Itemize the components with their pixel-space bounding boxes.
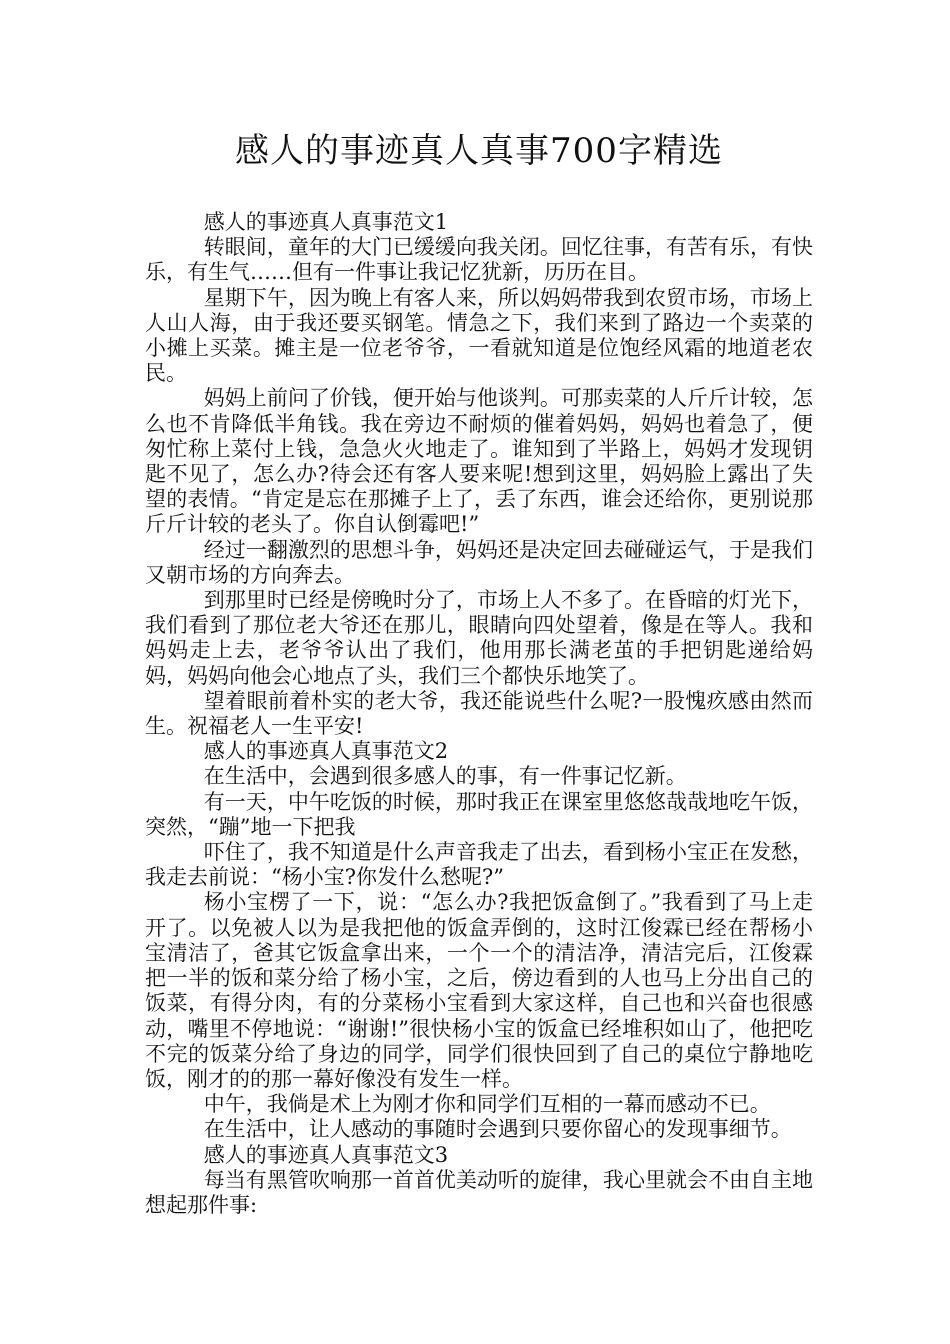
paragraph: 妈妈上前问了价钱，便开始与他谈判。可那卖菜的人斤斤计较，怎么也不肯降低半角钱。我在旁边不耐烦的催着妈妈，妈妈也着急了，便匆忙称上菜付上钱，急急火火地走了。谁知到了半路上，妈妈才发现钥匙不见了，怎么办?待会还有客人要来呢!想到这里，妈妈脸上露出了失望的表情。“肯定是忘在那摊子上了，丢了东西，谁会还给你，更别说那斤斤计较的老头了。你自认倒霉吧!”	[145, 386, 813, 537]
paragraph: 星期下午，因为晚上有客人来，所以妈妈带我到农贸市场，市场上人山人海，由于我还要买钢笔。情急之下，我们来到了路边一个卖菜的小摊上买菜。摊主是一位老爷爷，一看就知道是位饱经风霜的地道老农民。	[145, 285, 813, 386]
section-heading-1: 感人的事迹真人真事范文1	[203, 210, 449, 234]
paragraph: 有一天，中午吃饭的时候，那时我正在课室里悠悠哉哉地吃午饭，突然，“蹦”地一下把我	[145, 789, 813, 839]
paragraph: 到那里时已经是傍晚时分了，市场上人不多了。在昏暗的灯光下，我们看到了那位老大爷还在那儿，眼睛向四处望着，像是在等人。我和妈妈走上去，老爷爷认出了我们，他用那长满老茧的手把钥匙递给妈妈，妈妈向他会心地点了头，我们三个都快乐地笑了。	[145, 588, 813, 688]
paragraph: 在生活中，让人感动的事随时会遇到只要你留心的发现事细节。	[203, 1117, 792, 1142]
section-heading-3: 感人的事迹真人真事范文3	[203, 1142, 449, 1167]
document-page	[145, 128, 813, 1218]
document-body	[145, 210, 813, 1218]
paragraph: 望着眼前着朴实的老大爷，我还能说些什么呢?一股愧疚感由然而生。祝福老人一生平安!	[145, 688, 813, 739]
paragraph: 中午，我倘是术上为刚才你和同学们互相的一幕而感动不已。	[203, 1092, 771, 1117]
paragraph: 杨小宝楞了一下，说：“怎么办?我把饭盒倒了。”我看到了马上走开了。以免被人以为是我把他的饭盒弄倒的，这时江俊霖已经在帮杨小宝清洁了，爸其它饭盒拿出来，一个一个的清洁净，清洁完后，江俊霖把一半的饭和菜分给了杨小宝，之后，傍边看到的人也马上分出自己的饭菜，有得分肉，有的分菜杨小宝看到大家这样，自己也和兴奋也很感动，嘴里不停地说：“谢谢!”很快杨小宝的饭盒已经堆积如山了，他把吃不完的饭菜分给了身边的同学，同学们很快回到了自己的桌位宁静地吃饭，刚才的的那一幕好像没有发生一样。	[145, 890, 813, 1091]
section-heading-2: 感人的事迹真人真事范文2	[203, 739, 449, 764]
paragraph: 转眼间，童年的大门已缓缓向我关闭。回忆往事，有苦有乐，有快乐，有生气……但有一件事让我记忆犹新，历历在目。	[145, 235, 813, 285]
paragraph: 在生活中，会遇到很多感人的事，有一件事记忆新。	[203, 764, 687, 789]
paragraph: 每当有黑管吹响那一首首优美动听的旋律，我心里就会不由自主地想起那件事:	[145, 1167, 813, 1217]
paragraph: 吓住了，我不知道是什么声音我走了出去，看到杨小宝正在发愁，我走去前说：“杨小宝?你发什么愁呢?”	[145, 840, 813, 890]
paragraph: 经过一翻激烈的思想斗争，妈妈还是决定回去碰碰运气，于是我们又朝市场的方向奔去。	[145, 537, 813, 587]
document-title: 感人的事迹真人真事700字精选	[235, 131, 723, 171]
